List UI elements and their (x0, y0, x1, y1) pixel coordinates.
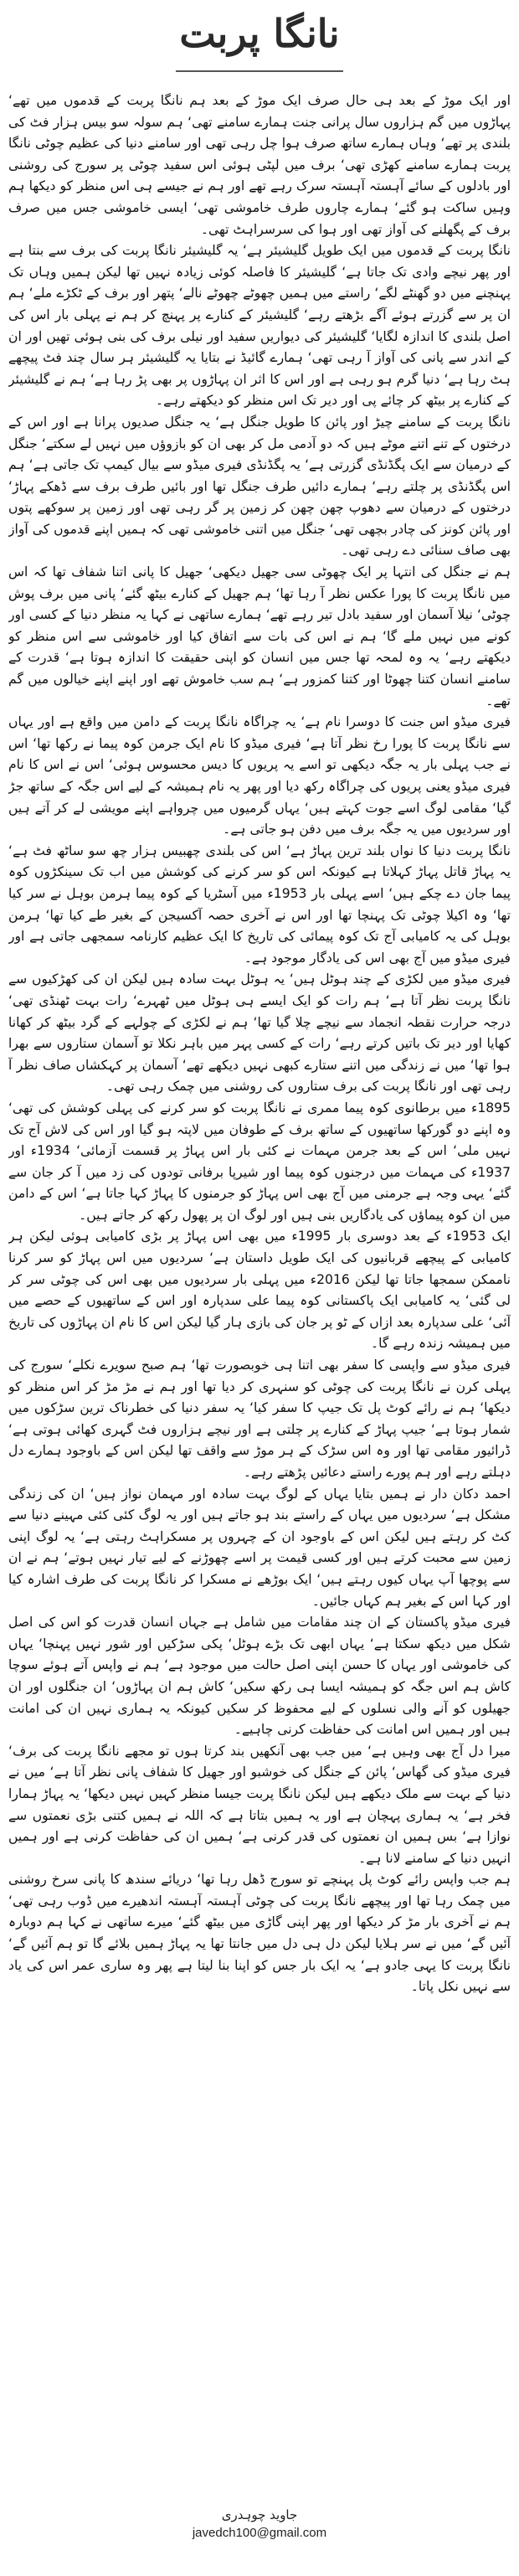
article-body (8, 90, 511, 2494)
paragraph: فیری میڈو اس جنت کا دوسرا نام ہے‘ یہ چراگاہ نانگا پربت کے دامن میں واقع ہے اور یہاں سے نانگا پربت کا پورا رخ نظر آتا ہے‘ فیری میڈو کا نام ایک جرمن کوہ پیما نے رکھا تھا‘ اس نے جب پہلی بار یہ جگہ دیکھی تو اسے یہ پریوں کا دیس محسوس ہوئی‘ اس نے اس کا نام فیری میڈو یعنی پریوں کی چراگاہ رکھ دیا اور پھر یہ نام ہمیشہ کے لیے اس جگہ کے ساتھ جڑ گیا‘ مقامی لوگ اسے جوت کہتے ہیں‘ یہاں گرمیوں میں چرواہے اپنے مویشی لے کر آتے ہیں اور سردیوں میں یہ جگہ برف میں دفن ہو جاتی ہے۔ (8, 714, 511, 837)
paragraph: ایک 1953ء کے بعد دوسری بار 1995ء میں بھی اس پہاڑ پر بڑی کامیابی ہوئی لیکن ہر کامیابی کے پیچھے قربانیوں کی ایک طویل داستان ہے‘ سردیوں میں اس پہاڑ کو سر کرنا ناممکن سمجھا جاتا تھا لیکن 2016ء میں پہلی بار سردیوں میں بھی اس کی چوٹی سر کر لی گئی‘ یہ کامیابی ایک پاکستانی کوہ پیما علی سدپارہ اور اس کے ساتھیوں کے حصے میں آئی‘ علی سدپارہ بعد ازاں کے ٹو پر جان کی بازی ہار گیا لیکن اس کا نام ان پہاڑوں کی تاریخ میں ہمیشہ زندہ رہے گا۔ (8, 1229, 511, 1352)
paragraph: 1895ء میں برطانوی کوہ پیما ممری نے نانگا پربت کو سر کرنے کی پہلی کوشش کی تھی‘ وہ اپنے دو گورکھا ساتھیوں کے ساتھ برف کے طوفان میں لاپتہ ہو گیا اور اس کی لاش آج تک نہیں ملی‘ اس کے بعد جرمن مہمات نے کئی بار اس پہاڑ پر قسمت آزمائی‘ 1934ء اور 1937ء کی مہمات میں درجنوں کوہ پیما اور شیرپا برفانی تودوں کی زد میں آ کر جان سے گئے‘ یہی وجہ ہے جرمنی میں آج بھی اس پہاڑ کو جرمنوں کا پہاڑ کہا جاتا ہے‘ اس کے دامن میں ان کوہ پیماؤں کی یادگاریں بنی ہیں اور لوگ ان پر پھول رکھ کر جاتے ہیں۔ (8, 1100, 511, 1223)
paragraph: ہم جب واپس رائے کوٹ پل پہنچے تو سورج ڈھل رہا تھا‘ دریائے سندھ کا پانی سرخ روشنی میں چمک رہا تھا اور پیچھے نانگا پربت کی چوٹی آہستہ آہستہ اندھیرے میں ڈوب رہی تھی‘ ہم نے آخری بار مڑ کر دیکھا اور پھر اپنی گاڑی میں بیٹھ گئے‘ میرے ساتھی نے کہا ہم دوبارہ آئیں گے‘ میں نے سر ہلایا لیکن دل ہی دل میں جانتا تھا یہ پہاڑ ہمیں بلائے گا تو ہم آئیں گے‘ نانگا پربت کا یہی جادو ہے‘ یہ ایک بار جس کو اپنا بنا لیتا ہے پھر وہ ساری عمر اس کی یاد سے نہیں نکل پاتا۔ (8, 1872, 511, 1995)
paragraph: ہم نے جنگل کی انتہا پر ایک چھوٹی سی جھیل دیکھی‘ جھیل کا پانی اتنا شفاف تھا کہ اس میں نانگا پربت کا پورا عکس نظر آ رہا تھا‘ ہم جھیل کے کنارے بیٹھ گئے‘ پانی میں برف پوش چوٹی‘ نیلا آسمان اور سفید بادل تیر رہے تھے‘ ہمارے ساتھی نے کہا یہ منظر دنیا کے کسی اور کونے میں نہیں ملے گا‘ ہم نے اس کی بات سے اتفاق کیا اور خاموشی سے اس منظر کو دیکھتے رہے‘ یہ وہ لمحہ تھا جس میں انسان کو اپنی حقیقت کا اندازہ ہوتا ہے‘ قدرت کے سامنے انسان کتنا چھوٹا اور کتنا کمزور ہے‘ ہم سب خاموش تھے اور اپنے اپنے خیالوں میں گم تھے۔ (8, 564, 511, 708)
paragraph: احمد دکان دار نے ہمیں بتایا یہاں کے لوگ بہت سادہ اور مہمان نواز ہیں‘ ان کی زندگی مشکل ہے‘ سردیوں میں یہاں کے راستے بند ہو جاتے ہیں اور یہ لوگ کئی کئی مہینے دنیا سے کٹ کر رہتے ہیں لیکن اس کے باوجود ان کے چہروں پر مسکراہٹ رہتی ہے‘ یہ لوگ اپنی زمین سے محبت کرتے ہیں اور کسی قیمت پر اسے چھوڑنے کے لیے تیار نہیں ہوتے‘ ہم نے ان سے پوچھا آپ یہاں کیوں رہتے ہیں‘ ایک بوڑھے نے مسکرا کر نانگا پربت کی طرف اشارہ کیا اور کہا اس کے بغیر ہم کہاں جائیں۔ (8, 1486, 511, 1609)
author-name: جاوید چوہدری (221, 2507, 298, 2522)
paragraph: نانگا پربت کے سامنے چیڑ اور پائن کا طویل جنگل ہے‘ یہ جنگل صدیوں پرانا ہے اور اس کے درختوں کے تنے اتنے موٹے ہیں کہ دو آدمی مل کر بھی ان کو بازوؤں میں نہیں لے سکتے‘ جنگل کے درمیان سے ایک پگڈنڈی گزرتی ہے‘ یہ پگڈنڈی فیری میڈو سے بیال کیمپ تک جاتی ہے‘ ہم اس پگڈنڈی پر چلتے رہے‘ ہمارے دائیں طرف جنگل تھا اور بائیں طرف برف سے ڈھکے پہاڑ‘ درختوں کے درمیان سے دھوپ چھن چھن کر زمین پر گر رہی تھی اور زمین پر سوکھے پتوں اور پائن کونز کی چادر بچھی تھی‘ جنگل میں اتنی خاموشی تھی کہ ہمیں اپنے قدموں کی آواز بھی صاف سنائی دے رہی تھی۔ (8, 414, 511, 559)
paragraph: نانگا پربت کے قدموں میں ایک طویل گلیشیئر ہے‘ یہ گلیشیئر نانگا پربت کی برف سے بنتا ہے اور پھر نیچے وادی تک جاتا ہے‘ گلیشیئر کا فاصلہ کوئی زیادہ نہیں تھا لیکن ہمیں وہاں تک پہنچنے میں دو گھنٹے لگے‘ راستے میں ہمیں چھوٹے چھوٹے نالے‘ پتھر اور برف کے ٹکڑے ملے‘ ہم ان پر سے گزرتے ہوئے آگے بڑھتے رہے‘ گلیشیئر کے کنارے پر پہنچ کر ہم نے پہلی بار اس کی اصل بلندی کا اندازہ لگایا‘ گلیشیئر کی دیواریں سفید اور نیلی برف کی بنی ہوئی تھیں اور ان کے اندر سے پانی کی آواز آ رہی تھی‘ ہمارے گائیڈ نے بتایا یہ گلیشیئر ہر سال چند فٹ پیچھے ہٹ رہا ہے‘ دنیا گرم ہو رہی ہے اور اس کا اثر ان پہاڑوں پر بھی پڑ رہا ہے‘ ہم نے گلیشیئر کے کنارے پر بیٹھ کر چائے پی اور دیر تک اس منظر کو دیکھتے رہے۔ (8, 243, 511, 409)
paragraph: فیری میڈو سے واپسی کا سفر بھی اتنا ہی خوبصورت تھا‘ ہم صبح سویرے نکلے‘ سورج کی پہلی کرن نے نانگا پربت کی چوٹی کو سنہری کر دیا تھا اور ہم نے مڑ مڑ کر اس منظر کو دیکھا‘ ہم نے رائے کوٹ پل تک جیپ کا سفر کیا‘ یہ سفر دنیا کی خطرناک ترین سڑکوں میں شمار ہوتا ہے‘ جیپ پہاڑ کے کنارے پر چلتی ہے اور نیچے ہزاروں فٹ گہری کھائی ہوتی ہے‘ ڈرائیور مقامی تھا اور وہ اس سڑک کے ہر موڑ سے واقف تھا لیکن اس کے باوجود ہمارے دل دہلتے رہے اور ہم پورے راستے دعائیں پڑھتے رہے۔ (8, 1358, 511, 1480)
paragraph: میرا دل آج بھی وہیں ہے‘ میں جب بھی آنکھیں بند کرتا ہوں تو مجھے نانگا پربت کی برف‘ فیری میڈو کی گھاس‘ پائن کے جنگل کی خوشبو اور جھیل کا شفاف پانی نظر آتا ہے‘ میں نے دنیا کے بہت سے ملک دیکھے ہیں لیکن نانگا پربت جیسا منظر کہیں نہیں دیکھا‘ یہ پہاڑ ہمارا فخر ہے‘ یہ ہماری پہچان ہے اور یہ ہمیں بتاتا ہے کہ اللہ نے ہمیں کتنی بڑی نعمتوں سے نوازا ہے‘ بس ہمیں ان نعمتوں کی قدر کرنی ہے‘ ہمیں ان کی حفاظت کرنی ہے اور ہمیں انہیں دنیا کے سامنے لانا ہے۔ (8, 1743, 511, 1866)
page-title: نانگا پربت (179, 11, 340, 56)
paragraph: اور ایک موڑ کے بعد ہی حال صرف ایک موڑ کے بعد ہم نانگا پربت کے قدموں میں تھے‘ پہاڑوں میں گم ہزاروں سال پرانی جنت ہمارے سامنے تھی‘ ہم سولہ سو بیس ہزار فٹ کی بلندی پر تھے‘ وہاں ہمارے ساتھ صرف ہوا چل رہی تھی اور سامنے دنیا کی عظیم چوٹی نانگا پربت ہمارے سامنے کھڑی تھی‘ برف میں لپٹی ہوئی اس سفید چوٹی پر سورج کی روشنی اور بادلوں کے سائے آہستہ آہستہ سرک رہے تھے اور ہم نے جیسے ہی اس منظر کو دیکھا ہم وہیں ساکت ہو گئے‘ ہمارے چاروں طرف خاموشی تھی‘ ایسی خاموشی جس میں صرف برف کے پگھلنے کی آواز تھی اور ہوا کی سرسراہٹ تھی۔ (8, 93, 511, 237)
paragraph: فیری میڈو میں لکڑی کے چند ہوٹل ہیں‘ یہ ہوٹل بہت سادہ ہیں لیکن ان کی کھڑکیوں سے نانگا پربت نظر آتا ہے‘ ہم رات کو ایک ایسے ہی ہوٹل میں ٹھہرے‘ رات بہت ٹھنڈی تھی‘ درجہ حرارت نقطہ انجماد سے نیچے چلا گیا تھا‘ ہم نے لکڑی کے چولہے کے گرد بیٹھ کر کھانا کھایا اور دیر تک باتیں کرتے رہے‘ رات کے کسی پہر میں باہر نکلا تو آسمان ستاروں سے بھرا ہوا تھا‘ میں نے زندگی میں اتنے ستارے کبھی نہیں دیکھے تھے‘ آسمان پر کہکشاں صاف نظر آ رہی تھی اور نانگا پربت کی برف ستاروں کی روشنی میں چمک رہی تھی۔ (8, 971, 511, 1095)
author-email[interactable]: javedch100@gmail.com (192, 2526, 327, 2540)
paragraph: فیری میڈو پاکستان کے ان چند مقامات میں شامل ہے جہاں انسان قدرت کو اس کی اصل شکل میں دیکھ سکتا ہے‘ یہاں ابھی تک بڑے ہوٹل‘ پکی سڑکیں اور شور نہیں پہنچا‘ یہاں کی خاموشی اور یہاں کا حسن اپنی اصل حالت میں موجود ہے‘ ہم نے واپس آتے ہوئے سوچا کاش ہم اس جگہ کو ہمیشہ ایسا ہی رکھ سکیں‘ کاش ہم ان پہاڑوں‘ ان جنگلوں اور ان جھیلوں کو آنے والی نسلوں کے لیے محفوظ کر سکیں کیونکہ یہ ہماری نہیں ان کی امانت ہیں اور ہمیں اس امانت کی حفاظت کرنی چاہیے۔ (8, 1615, 511, 1738)
title-underline (176, 70, 343, 72)
headline-area (0, 0, 519, 92)
byline (0, 2506, 519, 2543)
paragraph: نانگا پربت دنیا کا نواں بلند ترین پہاڑ ہے‘ اس کی بلندی چھبیس ہزار چھ سو ساٹھ فٹ ہے‘ یہ پہاڑ قاتل پہاڑ کہلاتا ہے کیونکہ اس کو سر کرنے کی کوشش میں اب تک سینکڑوں کوہ پیما جان دے چکے ہیں‘ اسے پہلی بار 1953ء میں آسٹریا کے کوہ پیما ہرمن بوہل نے سر کیا تھا‘ وہ اکیلا چوٹی تک پہنچا تھا اور اس نے آخری حصہ آکسیجن کے بغیر طے کیا تھا‘ ہرمن بوہل کی یہ کامیابی آج تک کوہ پیمائی کی تاریخ کا ایک عظیم کارنامہ سمجھی جاتی ہے اور فیری میڈو میں آج بھی اس کی یادگار موجود ہے۔ (8, 842, 511, 966)
